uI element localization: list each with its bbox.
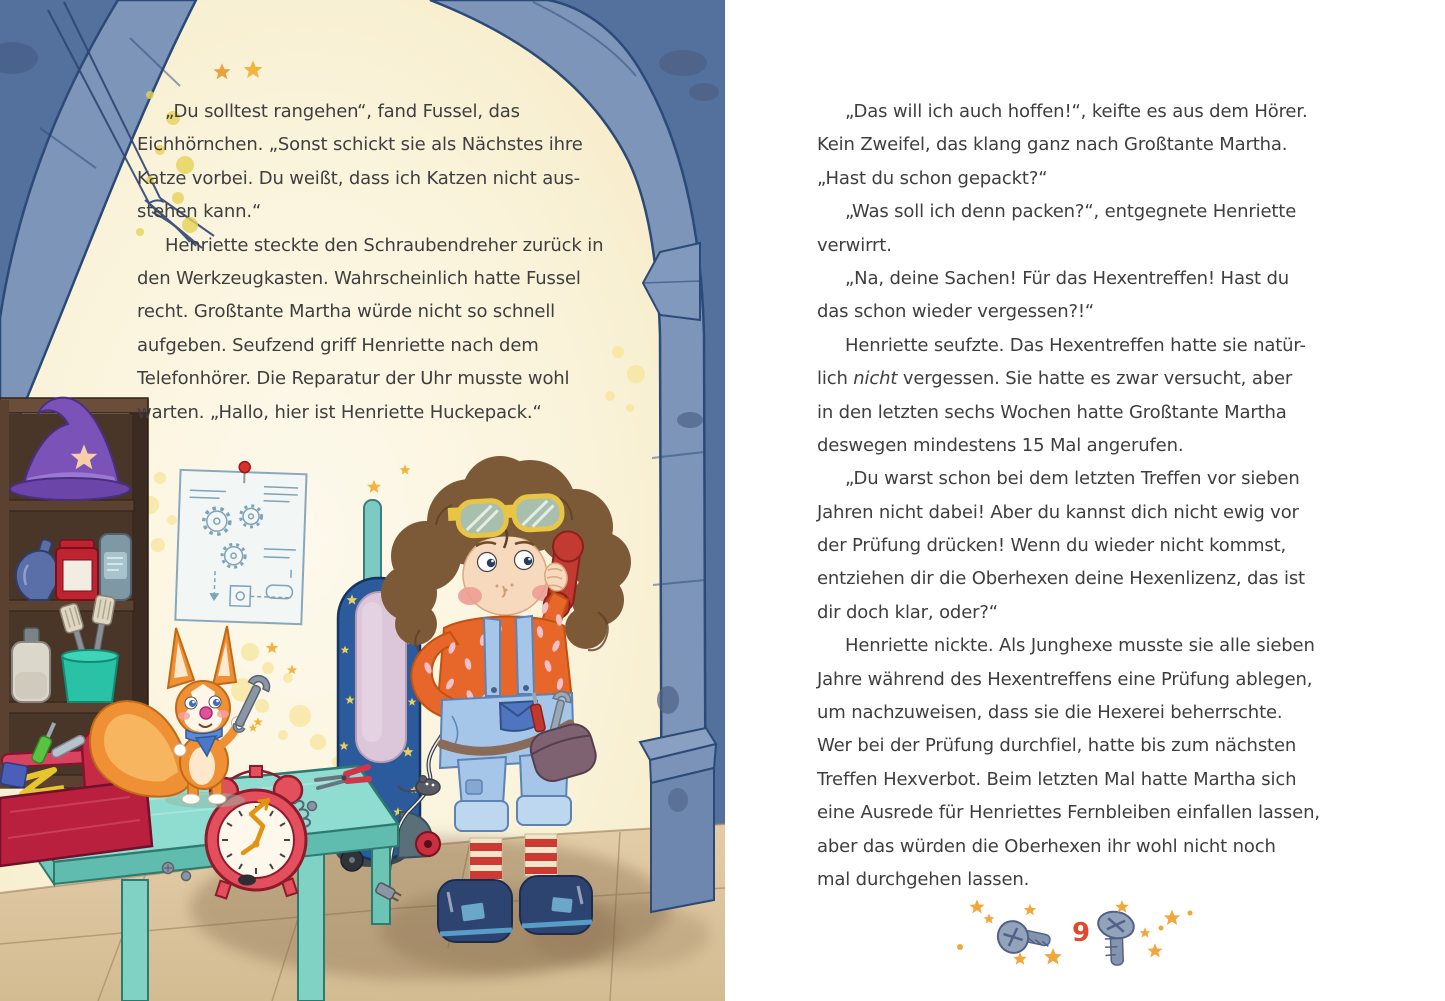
page-number: 9	[1071, 918, 1091, 948]
right-page	[725, 0, 1445, 1001]
story-line: stehen kann.“	[137, 201, 262, 223]
story-line: Jahren nicht dabei! Aber du kannst dich nicht ewig vor	[817, 501, 1299, 523]
story-line: warten. „Hallo, hier ist Henriette Huckepack.“	[137, 401, 542, 423]
story-line: der Prüfung drücken! Wenn du wieder nicht kommst,	[817, 535, 1287, 557]
pin-icon	[239, 461, 250, 472]
story-line: deswegen mindestens 15 Mal angerufen.	[817, 434, 1184, 456]
story-line: aufgeben. Seufzend griff Henriette nach dem	[137, 334, 539, 356]
story-line: „Du warst schon bei dem letzten Treffen vor sieben	[845, 468, 1300, 490]
story-line: Katze vorbei. Du weißt, dass ich Katzen nicht aus-	[137, 167, 580, 189]
screw-icon	[993, 910, 1054, 962]
story-line: um nachzuweisen, dass sie die Hexerei beherrschte.	[817, 702, 1283, 724]
story-line: Eichhörnchen. „Sonst schickt sie als Nächstes ihre	[137, 134, 583, 156]
story-line: aber das würden die Oberhexen ihr wohl nicht noch	[817, 835, 1276, 857]
story-line: entziehen dir die Oberhexen deine Hexenlizenz, das ist	[817, 568, 1305, 590]
emphasized-word: nicht	[853, 368, 898, 390]
line-part: vergessen. Sie hatte es zwar versucht, aber	[897, 368, 1293, 390]
story-line: eine Ausrede für Henriettes Fernbleiben einfallen lassen,	[817, 802, 1320, 824]
story-line: „Das will ich auch hoffen!“, keifte es aus dem Hörer.	[845, 101, 1308, 122]
story-line: Henriette seufzte. Das Hexentreffen hatte sie natür-	[845, 334, 1306, 356]
story-line: mal durchgehen lassen.	[817, 868, 1030, 890]
story-line: in den letzten sechs Wochen hatte Großtante Martha	[817, 401, 1287, 423]
story-line: Kein Zweifel, das klang ganz nach Großtante Martha.	[817, 134, 1288, 156]
story-line: Jahre während des Hexentreffens eine Prüfung ablegen,	[817, 668, 1313, 690]
story-line: „Was soll ich denn packen?“, entgegnete Henriette	[845, 201, 1297, 223]
story-line: „Du solltest rangehen“, fand Fussel, das	[165, 101, 520, 122]
story-line: „Hast du schon gepackt?“	[817, 167, 1048, 189]
blueprint-paper	[175, 459, 307, 624]
story-line: das schon wieder vergessen?!“	[817, 301, 1095, 323]
story-line: recht. Großtante Martha würde nicht so schnell	[137, 301, 556, 323]
story-line	[817, 362, 1383, 395]
story-line: den Werkzeugkasten. Wahrscheinlich hatte Fussel	[137, 267, 581, 289]
red-canister	[56, 540, 98, 600]
story-line: Wer bei der Prüfung durchfiel, hatte bis zum nächsten	[817, 735, 1297, 757]
story-line: Henriette nickte. Als Junghexe musste sie alle sieben	[845, 635, 1315, 657]
story-text-right	[817, 95, 1383, 896]
story-text-left	[137, 95, 637, 429]
story-line: verwirrt.	[817, 234, 892, 256]
story-line: dir doch klar, oder?“	[817, 601, 998, 623]
story-line: Treffen Hexverbot. Beim letzten Mal hatte Martha sich	[817, 768, 1297, 790]
story-line: Telefonhörer. Die Reparatur der Uhr musste wohl	[137, 368, 570, 390]
storage-jar	[100, 534, 131, 600]
column-pedestal	[640, 728, 716, 912]
story-line: „Na, deine Sachen! Für das Hexentreffen! Hast du	[845, 267, 1290, 289]
line-part: lich	[817, 368, 854, 390]
story-line: Henriette steckte den Schraubendreher zurück in	[165, 234, 604, 256]
